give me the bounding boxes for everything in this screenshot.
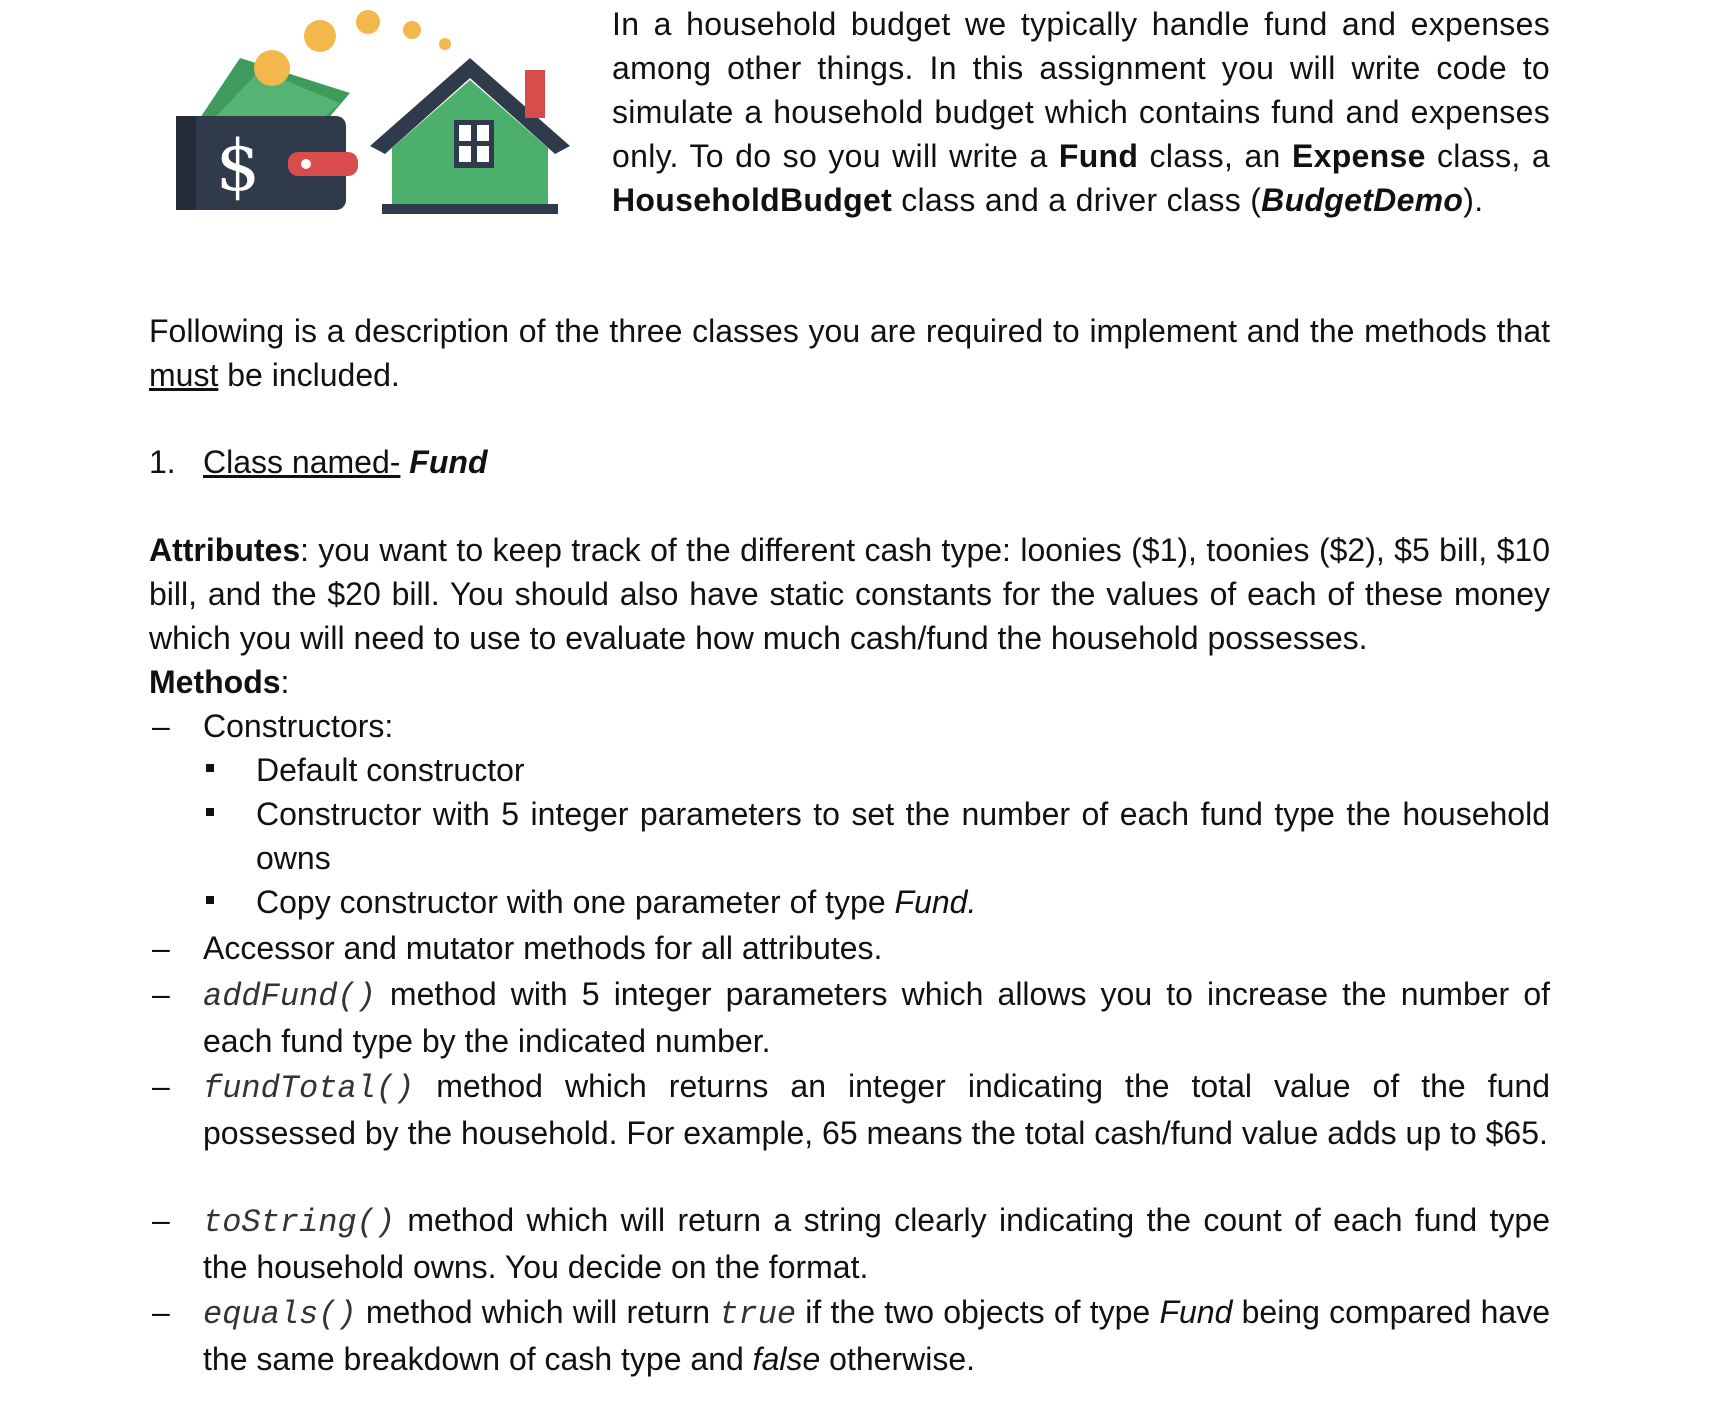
coin-icon [304,20,336,52]
coin-icon [439,38,451,50]
intro-paragraph: In a household budget we typically handle fund and expenses among other things. In this assignment you will write code to simulate a household budget which contains fund and expenses only. To do so you will write a Fund class, an Expense class, a HouseholdBudget class and a driver class (BudgetDemo). [612,6,1550,218]
list-item-copy-constructor: Copy constructor with one parameter of type Fund. [256,884,977,920]
list-item-accessor: Accessor and mutator methods for all attributes. [203,930,883,966]
coin-icon [254,50,290,86]
expense-class-name: Expense [1291,138,1426,174]
list-item-equals: equals() method which will return true if the two objects of type Fund being compared have the same breakdown of cash type and false otherwise. [203,1294,1551,1377]
list-item-constructors: Constructors: [203,708,394,744]
list-item-tostring: toString() method which will return a string clearly indicating the count of each fund type the household owns. You decide on the format. [203,1202,1550,1285]
household-class-name: HouseholdBudget [612,182,893,218]
list-dash: – [152,1202,170,1238]
list-bullet [206,808,214,816]
section-heading-fund: 1. Class named- Fund [149,444,488,480]
methods-label: Methods: [149,664,290,700]
coin-icon [356,10,380,34]
list-item-fundtotal: fundTotal() method which returns an integer indicating the total value of the fund possessed by the household. For example, 65 means the total cash/fund value adds up to $65. [203,1068,1550,1151]
list-dash: – [152,1294,170,1330]
attributes-paragraph: Attributes: you want to keep track of the different cash type: loonies ($1), toonies ($2), $5 bill, $10 bill, and the $20 bill. You should also have static constants for the values of each of these money which you will need to use to evaluate how much cash/fund the household possesses. [149,532,1550,656]
list-dash: – [152,708,170,744]
budget-illustration [170,8,590,218]
list-item-default-constructor: Default constructor [256,752,525,788]
must-underlined: must [149,357,219,393]
list-item-five-param-constructor: Constructor with 5 integer parameters to set the number of each fund type the household owns [256,796,1550,876]
fund-class-name: Fund [1058,138,1139,174]
demo-class-name: BudgetDemo [1261,182,1464,218]
list-dash: – [152,930,170,966]
list-dash: – [152,1068,170,1104]
list-dash: – [152,976,170,1012]
following-paragraph: Following is a description of the three classes you are required to implement and the methods that must be included. [149,313,1550,393]
dollar-sign: $ [215,125,261,207]
list-bullet [206,764,214,772]
list-bullet [206,896,214,904]
list-item-addfund: addFund() method with 5 integer parameters which allows you to increase the number of each fund type by the indicated number. [203,976,1550,1059]
coin-icon [403,21,421,39]
